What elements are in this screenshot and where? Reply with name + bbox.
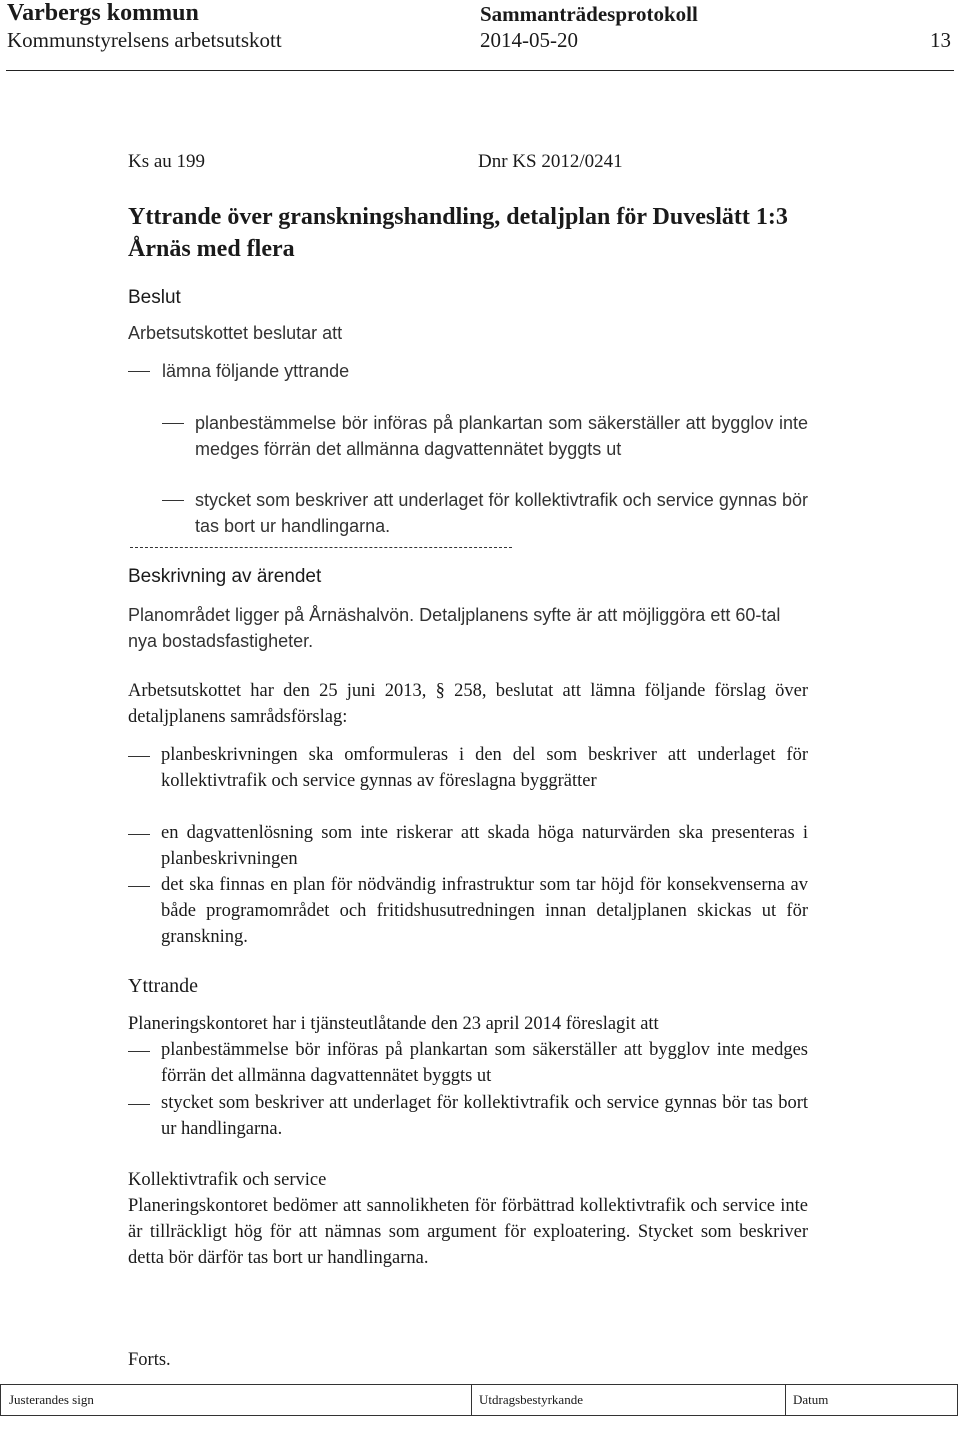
dash-bullet bbox=[128, 1104, 150, 1105]
justerandes-sign-label: Justerandes sign bbox=[9, 1392, 94, 1407]
dash-bullet bbox=[162, 423, 184, 424]
yttrande-intro: Planeringskontoret har i tjänsteutlåtande den 23 april 2014 föreslagit att bbox=[128, 1014, 659, 1034]
diary-number: Dnr KS 2012/0241 bbox=[478, 151, 623, 172]
dash-bullet bbox=[128, 886, 150, 887]
history-item: en dagvattenlösning som inte riskerar att skada höga naturvärden ska presenteras i planbeskrivningen bbox=[161, 823, 808, 869]
header-divider bbox=[6, 70, 954, 71]
datum-label: Datum bbox=[793, 1392, 829, 1407]
utdragsbestyrkande-label: Utdragsbestyrkande bbox=[479, 1392, 583, 1407]
beslut-subitem: planbestämmelse bör införas på plankartan som säkerställer att bygglov inte medges förrän det allmänna dagvattennätet byggts ut bbox=[195, 413, 808, 459]
dash-bullet bbox=[128, 756, 150, 757]
dash-bullet bbox=[128, 1051, 150, 1052]
continued-note: Forts. bbox=[128, 1350, 171, 1370]
dash-bullet bbox=[162, 500, 184, 501]
beslut-item: lämna följande yttrande bbox=[162, 361, 350, 381]
beslut-heading: Beslut bbox=[128, 287, 181, 308]
beskrivning-text: Planområdet ligger på Årnäshalvön. Detaljplanens syfte är att möjliggöra ett 60-tal nya bostadsfastigheter. bbox=[128, 605, 781, 651]
case-title: Yttrande över granskningshandling, detaljplan för Duveslätt 1:3 Årnäs med flera bbox=[128, 204, 788, 262]
yttrande-item: stycket som beskriver att underlaget för kollektivtrafik och service gynnas bör tas bort ur handlingarna. bbox=[161, 1093, 808, 1139]
history-item: planbeskrivningen ska omformuleras i den del som beskriver att underlaget för kollektivtrafik och service gynnas av föreslagna byggrätter bbox=[161, 745, 808, 791]
kollektiv-text: Planeringskontoret bedömer att sannolikheten för förbättrad kollektivtrafik och service inte är tillräckligt hög för att nämnas som argument för exploatering. Stycket som beskriver detta bör därför tas bort ur handlingarna. bbox=[128, 1196, 808, 1268]
meeting-date: 2014-05-20 bbox=[480, 28, 578, 52]
yttrande-heading: Yttrande bbox=[128, 975, 198, 997]
dash-bullet bbox=[128, 834, 150, 835]
footer-divider bbox=[471, 1385, 472, 1415]
dashed-separator bbox=[130, 547, 512, 548]
beslut-subitem: stycket som beskriver att underlaget för kollektivtrafik och service gynnas bör tas bort ur handlingarna. bbox=[195, 490, 808, 536]
beskrivning-heading: Beskrivning av ärendet bbox=[128, 566, 322, 587]
footer-divider bbox=[785, 1385, 786, 1415]
page-number: 13 bbox=[930, 28, 951, 52]
history-item: det ska finnas en plan för nödvändig infrastruktur som tar höjd för konsekvenserna av både programområdet och fritidshusutredningen innan detaljplanen skickas ut för granskning. bbox=[161, 875, 808, 947]
dash-bullet bbox=[128, 371, 150, 372]
history-intro: Arbetsutskottet har den 25 juni 2013, § 258, beslutat att lämna följande förslag över detaljplanens samrådsförslag: bbox=[128, 681, 808, 727]
paragraph-reference: Ks au 199 bbox=[128, 151, 206, 172]
kollektiv-heading: Kollektivtrafik och service bbox=[128, 1170, 327, 1190]
signature-footer bbox=[0, 1384, 958, 1416]
yttrande-item: planbestämmelse bör införas på plankartan som säkerställer att bygglov inte medges förrän det allmänna dagvattennätet byggts ut bbox=[161, 1040, 808, 1086]
document-type: Sammanträdesprotokoll bbox=[480, 2, 698, 26]
beslut-intro: Arbetsutskottet beslutar att bbox=[128, 323, 343, 343]
organization-name: Varbergs kommun bbox=[7, 0, 199, 26]
committee-name: Kommunstyrelsens arbetsutskott bbox=[7, 28, 282, 52]
